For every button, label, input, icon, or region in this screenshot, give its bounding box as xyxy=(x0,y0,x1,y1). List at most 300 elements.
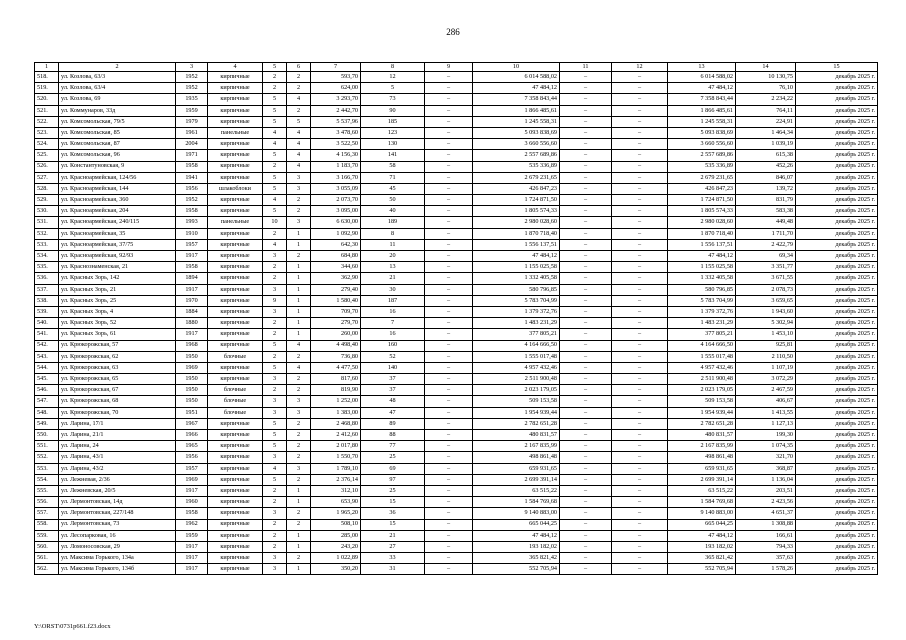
table-cell: 1 039,19 xyxy=(736,139,796,150)
table-cell: 2 679 231,65 xyxy=(668,172,736,183)
table-cell: 365 821,42 xyxy=(668,553,736,564)
table-cell: 1 245 558,31 xyxy=(473,116,560,127)
table-cell: ул. Коммунаров, 33д xyxy=(59,105,176,116)
table-cell: – xyxy=(612,72,668,83)
table-cell: 40 xyxy=(361,206,425,217)
table-cell: 5 xyxy=(263,94,287,105)
table-cell: 368,87 xyxy=(736,463,796,474)
table-cell: – xyxy=(560,485,612,496)
table-cell: 831,79 xyxy=(736,195,796,206)
table-cell: ул. Лежневская, 20/5 xyxy=(59,485,176,496)
table-cell: 2 023 179,05 xyxy=(668,385,736,396)
table-cell: кирпичные xyxy=(208,273,263,284)
table-cell: 1 xyxy=(287,564,311,575)
table-cell: 47 484,12 xyxy=(668,530,736,541)
table-cell: – xyxy=(612,262,668,273)
table-cell: 2 xyxy=(263,161,287,172)
table-cell: 1952 xyxy=(176,195,208,206)
table-cell: 73 xyxy=(361,94,425,105)
table-cell: – xyxy=(425,206,473,217)
table-cell: 1 xyxy=(287,239,311,250)
table-row xyxy=(35,340,878,351)
table-cell: – xyxy=(612,105,668,116)
table-cell: 1965 xyxy=(176,441,208,452)
table-row xyxy=(35,127,878,138)
table-cell: 1968 xyxy=(176,340,208,351)
table-cell: 160 xyxy=(361,340,425,351)
table-cell: 12 xyxy=(361,72,425,83)
table-cell: – xyxy=(425,430,473,441)
table-cell: кирпичные xyxy=(208,284,263,295)
table-cell: 2 467,59 xyxy=(736,385,796,396)
table-cell: 3 055,09 xyxy=(311,183,361,194)
table-cell: декабрь 2025 г. xyxy=(796,228,878,239)
table-cell: – xyxy=(612,385,668,396)
table-cell: – xyxy=(560,94,612,105)
table-cell: 2 xyxy=(263,72,287,83)
table-cell: ул. Крюкорожская, 62 xyxy=(59,351,176,362)
table-cell: ул. Лермонтовская, 227/148 xyxy=(59,508,176,519)
table-cell: 593,70 xyxy=(311,72,361,83)
table-cell: – xyxy=(425,396,473,407)
table-cell: 555. xyxy=(35,485,59,496)
table-cell: 535. xyxy=(35,262,59,273)
table-cell: 37 xyxy=(361,385,425,396)
table-cell: 2 xyxy=(287,519,311,530)
table-cell: кирпичные xyxy=(208,239,263,250)
table-cell: 11 xyxy=(361,239,425,250)
table-cell: кирпичные xyxy=(208,105,263,116)
table-row xyxy=(35,430,878,441)
table-row xyxy=(35,116,878,127)
table-cell: ул. Красноармейская, 360 xyxy=(59,195,176,206)
table-cell: 523. xyxy=(35,127,59,138)
table-cell: 1 107,19 xyxy=(736,362,796,373)
table-cell: 3 xyxy=(263,284,287,295)
table-cell: 357,63 xyxy=(736,553,796,564)
table-cell: 1950 xyxy=(176,396,208,407)
table-cell: 45 xyxy=(361,183,425,194)
table-cell: ул. Красных Зорь, 61 xyxy=(59,329,176,340)
table-cell: – xyxy=(612,206,668,217)
table-row xyxy=(35,183,878,194)
table-cell: 1917 xyxy=(176,541,208,552)
table-cell: 1 805 574,33 xyxy=(473,206,560,217)
table-cell: 552 705,94 xyxy=(668,564,736,575)
table-cell: – xyxy=(560,329,612,340)
table-cell: декабрь 2025 г. xyxy=(796,340,878,351)
table-cell: 2 xyxy=(287,474,311,485)
table-row xyxy=(35,564,878,575)
table-cell: – xyxy=(425,553,473,564)
table-cell: 5 xyxy=(263,150,287,161)
table-cell: ул. Константуновская, 9 xyxy=(59,161,176,172)
table-cell: 1 332 405,58 xyxy=(473,273,560,284)
table-cell: – xyxy=(560,541,612,552)
table-cell: 1 805 574,33 xyxy=(668,206,736,217)
table-cell: кирпичные xyxy=(208,139,263,150)
table-cell: 4 498,40 xyxy=(311,340,361,351)
table-cell: – xyxy=(425,418,473,429)
table-cell: 1 308,88 xyxy=(736,519,796,530)
table-cell: 4 164 666,50 xyxy=(668,340,736,351)
table-cell: 558. xyxy=(35,519,59,530)
table-cell: 498 861,48 xyxy=(668,452,736,463)
table-cell: кирпичные xyxy=(208,72,263,83)
table-cell: 561. xyxy=(35,553,59,564)
table-cell: блочные xyxy=(208,351,263,362)
table-cell: декабрь 2025 г. xyxy=(796,217,878,228)
table-cell: 2 xyxy=(287,206,311,217)
table-cell: 1960 xyxy=(176,497,208,508)
table-cell: – xyxy=(560,295,612,306)
table-cell: 1 xyxy=(287,530,311,541)
table-cell: 559. xyxy=(35,530,59,541)
table-cell: – xyxy=(425,262,473,273)
table-cell: – xyxy=(612,329,668,340)
table-cell: – xyxy=(425,195,473,206)
table-cell: – xyxy=(425,217,473,228)
table-cell: 1 xyxy=(287,485,311,496)
table-cell: 2 557 689,86 xyxy=(668,150,736,161)
table-cell: 312,10 xyxy=(311,485,361,496)
table-cell: – xyxy=(612,83,668,94)
table-cell: 5 xyxy=(263,362,287,373)
table-cell: декабрь 2025 г. xyxy=(796,508,878,519)
table-row xyxy=(35,485,878,496)
table-cell: – xyxy=(425,519,473,530)
table-cell: 543. xyxy=(35,351,59,362)
column-header: 15 xyxy=(796,63,878,72)
table-row xyxy=(35,172,878,183)
table-cell: 546. xyxy=(35,385,59,396)
table-cell: 141 xyxy=(361,150,425,161)
table-cell: 2 234,22 xyxy=(736,94,796,105)
table-cell: 243,20 xyxy=(311,541,361,552)
table-cell: 532. xyxy=(35,228,59,239)
table-cell: декабрь 2025 г. xyxy=(796,127,878,138)
table-cell: декабрь 2025 г. xyxy=(796,318,878,329)
table-cell: – xyxy=(612,407,668,418)
table-cell: 480 831,57 xyxy=(668,430,736,441)
table-cell: 2 423,56 xyxy=(736,497,796,508)
table-cell: 47 484,12 xyxy=(473,530,560,541)
table-cell: 764,11 xyxy=(736,105,796,116)
table-cell: – xyxy=(425,441,473,452)
table-cell: 3 xyxy=(287,217,311,228)
table-cell: 2 442,70 xyxy=(311,105,361,116)
table-cell: – xyxy=(612,508,668,519)
table-row xyxy=(35,441,878,452)
table-cell: 1 xyxy=(287,284,311,295)
table-cell: – xyxy=(612,94,668,105)
table-cell: – xyxy=(425,340,473,351)
table-cell: – xyxy=(560,206,612,217)
table-cell: декабрь 2025 г. xyxy=(796,195,878,206)
table-cell: декабрь 2025 г. xyxy=(796,553,878,564)
table-cell: 5 xyxy=(263,105,287,116)
table-cell: 1957 xyxy=(176,463,208,474)
table-cell: 1 127,13 xyxy=(736,418,796,429)
table-cell: 4 156,30 xyxy=(311,150,361,161)
table-cell: 2 110,50 xyxy=(736,351,796,362)
table-cell: 5 xyxy=(361,83,425,94)
table-cell: 1 556 137,51 xyxy=(668,239,736,250)
table-cell: ул. Максима Горького, 134а xyxy=(59,553,176,564)
table-cell: 31 xyxy=(361,564,425,575)
table-cell: 1 332 405,58 xyxy=(668,273,736,284)
table-cell: 3 072,29 xyxy=(736,374,796,385)
table-cell: 3 xyxy=(263,306,287,317)
table-row xyxy=(35,295,878,306)
table-cell: 199,30 xyxy=(736,430,796,441)
table-cell: – xyxy=(560,430,612,441)
table-cell: 1 584 769,68 xyxy=(473,497,560,508)
table-row xyxy=(35,150,878,161)
table-cell: 533. xyxy=(35,239,59,250)
table-cell: 3 660 556,60 xyxy=(473,139,560,150)
table-cell: – xyxy=(560,262,612,273)
table-cell: 15 xyxy=(361,497,425,508)
table-cell: кирпичные xyxy=(208,541,263,552)
table-cell: 3 xyxy=(263,508,287,519)
table-cell: 3 xyxy=(287,396,311,407)
table-row xyxy=(35,407,878,418)
table-cell: 1 965,20 xyxy=(311,508,361,519)
table-cell: 5 xyxy=(263,183,287,194)
table-row xyxy=(35,105,878,116)
table-cell: 1962 xyxy=(176,519,208,530)
table-cell: – xyxy=(612,340,668,351)
table-cell: 47 xyxy=(361,407,425,418)
table-cell: – xyxy=(612,452,668,463)
table-cell: – xyxy=(612,295,668,306)
table-cell: 2 xyxy=(287,351,311,362)
table-cell: – xyxy=(612,195,668,206)
table-cell: 1 464,34 xyxy=(736,127,796,138)
table-cell: 8 xyxy=(361,228,425,239)
table-cell: декабрь 2025 г. xyxy=(796,306,878,317)
table-cell: 2 xyxy=(287,374,311,385)
table-cell: 1 xyxy=(287,273,311,284)
table-cell: 2 376,14 xyxy=(311,474,361,485)
table-cell: декабрь 2025 г. xyxy=(796,463,878,474)
table-cell: 1957 xyxy=(176,239,208,250)
table-cell: – xyxy=(425,172,473,183)
table-cell: декабрь 2025 г. xyxy=(796,329,878,340)
table-cell: декабрь 2025 г. xyxy=(796,239,878,250)
table-cell: 4 xyxy=(287,340,311,351)
table-cell: 528. xyxy=(35,183,59,194)
table-cell: ул. Комсомольская, 85 xyxy=(59,127,176,138)
table-cell: – xyxy=(612,441,668,452)
table-cell: – xyxy=(425,508,473,519)
table-cell: 3 xyxy=(287,172,311,183)
table-row xyxy=(35,329,878,340)
table-cell: кирпичные xyxy=(208,474,263,485)
table-cell: 846,07 xyxy=(736,172,796,183)
table-cell: 2 511 900,48 xyxy=(473,374,560,385)
table-cell: – xyxy=(560,318,612,329)
table-cell: 3 671,55 xyxy=(736,273,796,284)
table-cell: – xyxy=(425,83,473,94)
table-cell: 1956 xyxy=(176,452,208,463)
table-cell: – xyxy=(560,83,612,94)
table-cell: панельные xyxy=(208,127,263,138)
table-cell: 3 xyxy=(263,251,287,262)
table-cell: – xyxy=(612,139,668,150)
table-cell: 5 xyxy=(263,340,287,351)
table-cell: 552 705,94 xyxy=(473,564,560,575)
table-cell: 2 782 651,28 xyxy=(668,418,736,429)
table-cell: 520. xyxy=(35,94,59,105)
table-cell: кирпичные xyxy=(208,195,263,206)
table-cell: 426 847,23 xyxy=(473,183,560,194)
table-cell: 4 xyxy=(287,139,311,150)
table-cell: 524. xyxy=(35,139,59,150)
table-cell: 535 336,89 xyxy=(668,161,736,172)
table-cell: 365 821,42 xyxy=(473,553,560,564)
table-cell: – xyxy=(425,284,473,295)
table-row xyxy=(35,161,878,172)
table-cell: 90 xyxy=(361,105,425,116)
table-cell: ул. Лермонтовская, 14д xyxy=(59,497,176,508)
table-cell: 1 xyxy=(287,295,311,306)
table-cell: 1 789,10 xyxy=(311,463,361,474)
table-cell: – xyxy=(425,362,473,373)
table-cell: 5 783 704,99 xyxy=(473,295,560,306)
table-cell: 4 xyxy=(263,239,287,250)
table-cell: 659 931,65 xyxy=(668,463,736,474)
table-cell: декабрь 2025 г. xyxy=(796,172,878,183)
table-cell: ул. Комсомольская, 79/5 xyxy=(59,116,176,127)
table-row xyxy=(35,519,878,530)
column-header: 4 xyxy=(208,63,263,72)
table-cell: 1 483 231,29 xyxy=(473,318,560,329)
table-cell: 549. xyxy=(35,418,59,429)
table-cell: декабрь 2025 г. xyxy=(796,362,878,373)
table-cell: – xyxy=(560,239,612,250)
table-cell: – xyxy=(560,251,612,262)
table-cell: – xyxy=(560,564,612,575)
table-cell: – xyxy=(425,374,473,385)
table-cell: 1894 xyxy=(176,273,208,284)
table-cell: 2 xyxy=(287,251,311,262)
table-cell: ул. Крюкорожская, 68 xyxy=(59,396,176,407)
table-cell: – xyxy=(425,497,473,508)
table-cell: 377 805,21 xyxy=(473,329,560,340)
table-cell: 4 957 432,46 xyxy=(473,362,560,373)
table-cell: кирпичные xyxy=(208,228,263,239)
table-cell: – xyxy=(560,441,612,452)
table-cell: блочные xyxy=(208,385,263,396)
table-cell: ул. Крюкорожская, 70 xyxy=(59,407,176,418)
table-cell: 193 182,02 xyxy=(668,541,736,552)
table-cell: 659 931,65 xyxy=(473,463,560,474)
table-row xyxy=(35,318,878,329)
table-cell: декабрь 2025 г. xyxy=(796,374,878,385)
table-cell: 4 xyxy=(287,362,311,373)
table-cell: 344,60 xyxy=(311,262,361,273)
table-cell: 2 xyxy=(287,418,311,429)
table-cell: – xyxy=(612,127,668,138)
table-cell: – xyxy=(612,418,668,429)
table-cell: 1 550,70 xyxy=(311,452,361,463)
table-cell: 47 484,12 xyxy=(668,251,736,262)
table-cell: 449,48 xyxy=(736,217,796,228)
table-cell: ул. Красноармейская, 204 xyxy=(59,206,176,217)
table-cell: кирпичные xyxy=(208,519,263,530)
table-row xyxy=(35,139,878,150)
table-cell: 562. xyxy=(35,564,59,575)
table-cell: декабрь 2025 г. xyxy=(796,530,878,541)
table-cell: 552. xyxy=(35,452,59,463)
table-cell: ул. Комсомольская, 87 xyxy=(59,139,176,150)
table-cell: блочные xyxy=(208,396,263,407)
table-cell: 27 xyxy=(361,541,425,552)
table-cell: 554. xyxy=(35,474,59,485)
table-cell: 3 xyxy=(263,374,287,385)
table-row xyxy=(35,418,878,429)
table-row xyxy=(35,206,878,217)
table-cell: 5 xyxy=(263,474,287,485)
table-cell: декабрь 2025 г. xyxy=(796,183,878,194)
table-cell: 321,70 xyxy=(736,452,796,463)
table-cell: 15 xyxy=(361,519,425,530)
table-cell: – xyxy=(612,374,668,385)
table-cell: 551. xyxy=(35,441,59,452)
table-cell: декабрь 2025 г. xyxy=(796,206,878,217)
table-cell: декабрь 2025 г. xyxy=(796,150,878,161)
table-cell: 25 xyxy=(361,452,425,463)
column-header: 10 xyxy=(473,63,560,72)
table-row xyxy=(35,262,878,273)
column-header: 12 xyxy=(612,63,668,72)
table-cell: 3 478,60 xyxy=(311,127,361,138)
table-cell: ул. Красных Зорь, 21 xyxy=(59,284,176,295)
table-cell: кирпичные xyxy=(208,116,263,127)
table-cell: блочные xyxy=(208,407,263,418)
table-row xyxy=(35,541,878,552)
table-cell: ул. Ларина, 17/1 xyxy=(59,418,176,429)
table-cell: – xyxy=(560,116,612,127)
table-cell: 1 379 372,76 xyxy=(668,306,736,317)
table-cell: – xyxy=(560,340,612,351)
table-cell: 4 xyxy=(263,195,287,206)
table-cell: 1950 xyxy=(176,374,208,385)
table-cell: 2 xyxy=(263,541,287,552)
column-header: 13 xyxy=(668,63,736,72)
table-row xyxy=(35,306,878,317)
table-cell: 9 140 883,00 xyxy=(473,508,560,519)
file-path-footer: Y:\ORST\0731p661.f23.docx xyxy=(34,623,111,630)
table-row xyxy=(35,351,878,362)
table-cell: 2 699 391,14 xyxy=(473,474,560,485)
table-cell: 544. xyxy=(35,362,59,373)
table-row xyxy=(35,530,878,541)
table-cell: – xyxy=(560,72,612,83)
table-cell: 794,33 xyxy=(736,541,796,552)
table-cell: декабрь 2025 г. xyxy=(796,385,878,396)
table-cell: 518. xyxy=(35,72,59,83)
table-cell: 4 164 666,50 xyxy=(473,340,560,351)
table-cell: – xyxy=(612,396,668,407)
table-cell: 525. xyxy=(35,150,59,161)
table-cell: 5 093 838,69 xyxy=(473,127,560,138)
table-cell: – xyxy=(425,105,473,116)
table-cell: 4 xyxy=(287,127,311,138)
table-cell: 69 xyxy=(361,463,425,474)
